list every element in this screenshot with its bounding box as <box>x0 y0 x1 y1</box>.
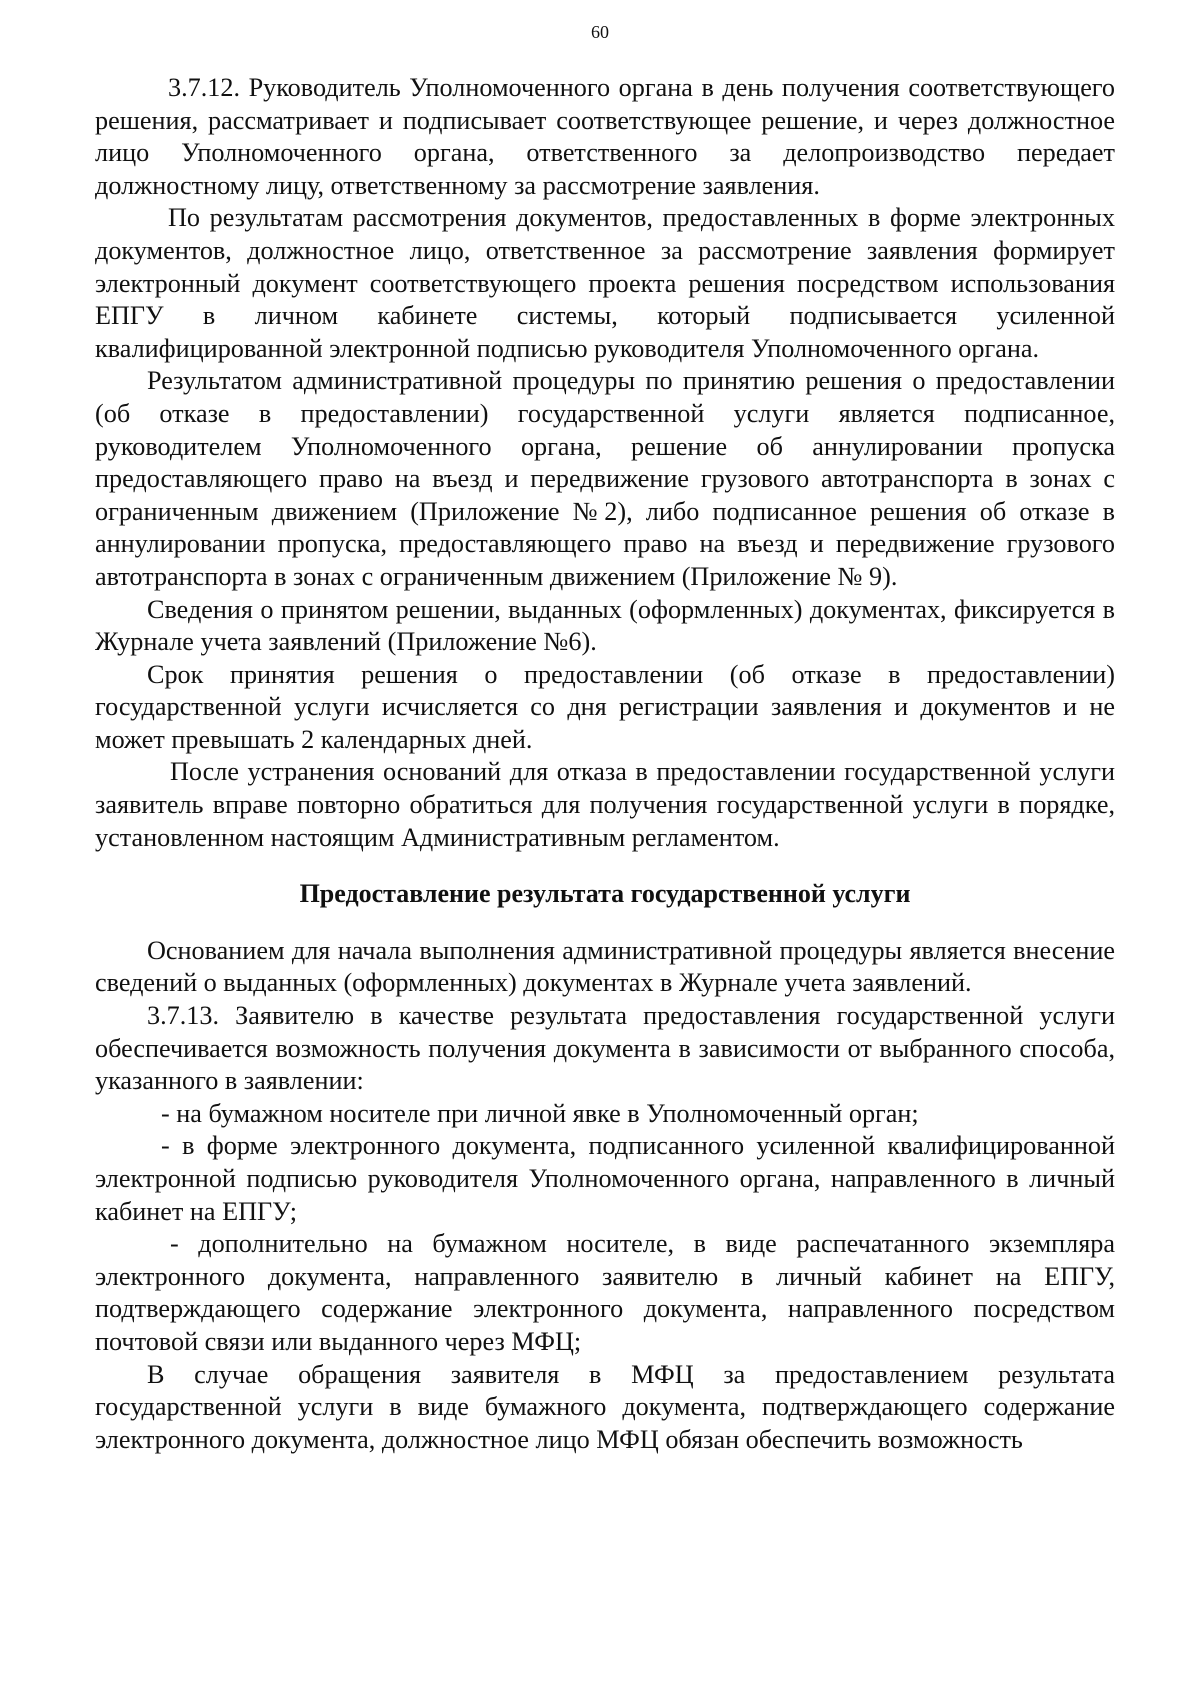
section-heading: Предоставление результата государственной услуги <box>299 879 911 909</box>
list-item-printed-copy: - дополнительно на бумажном носителе, в виде распечатанного экземпляра электронного документа, направленного заявителю в личный кабинет на ЕПГУ, подтверждающего содержание электронного документа, направленного посредством почтовой связи или выданного через МФЦ; <box>95 1229 1115 1356</box>
document-body <box>95 72 1115 1456</box>
paragraph-procedure-basis: Основанием для начала выполнения административной процедуры является внесение сведений о выданных (оформленных) документах в Журнале учета заявлений. <box>95 935 1115 998</box>
paragraph-mfc-request: В случае обращения заявителя в МФЦ за предоставлением результата государственной услуги в виде бумажного документа, подтверждающего содержание электронного документа, должностное лицо МФЦ обязан обеспечить возможность <box>95 1359 1115 1454</box>
paragraph-electronic-review: По результатам рассмотрения документов, предоставленных в форме электронных документов, должностное лицо, ответственное за рассмотрение заявления формирует электронный документ соответствующего проекта решения посредством использования ЕПГУ в личном кабинете системы, который подписывается усиленной квалифицированной электронной подписью руководителя Уполномоченного органа. <box>95 203 1115 363</box>
list-item-electronic: - в форме электронного документа, подписанного усиленной квалифицированной электронной подписью руководителя Уполномоченного органа, направленного в личный кабинет на ЕПГУ; <box>95 1131 1115 1226</box>
paragraph-reapplication: После устранения оснований для отказа в предоставлении государственной услуги заявитель вправе повторно обратиться для получения государственной услуги в порядке, установленном настоящим Административным регламентом. <box>95 757 1115 852</box>
list-item-paper: - на бумажном носителе при личной явке в Уполномоченный орган; <box>161 1098 919 1128</box>
paragraph-3-7-12: 3.7.12. Руководитель Уполномоченного органа в день получения соответствующего решения, рассматривает и подписывает соответствующее решение, и через должностное лицо Уполномоченного органа, ответственного за делопроизводство передает должностному лицу, ответственному за рассмотрение заявления. <box>95 73 1115 200</box>
paragraph-procedure-result: Результатом административной процедуры по принятию решения о предоставлении (об отказе в предоставлении) государственной услуги является подписанное, руководителем Уполномоченного органа, решение об аннулировании пропуска предоставляющего право на въезд и передвижение грузового автотранспорта в зонах с ограниченным движением (Приложение №2), либо подписанное решения об отказе в аннулировании пропуска, предоставляющего право на въезд и передвижение грузового автотранспорта в зонах с ограниченным движением (Приложение № 9). <box>95 366 1115 591</box>
paragraph-3-7-13: 3.7.13. Заявителю в качестве результата предоставления государственной услуги обеспечивается возможность получения документа в зависимости от выбранного способа, указанного в заявлении: <box>95 1001 1115 1096</box>
paragraph-decision-record: Сведения о принятом решении, выданных (оформленных) документах, фиксируется в Журнале учета заявлений (Приложение №6). <box>95 594 1115 657</box>
page-number: 60 <box>591 22 609 42</box>
paragraph-decision-term: Срок принятия решения о предоставлении (об отказе в предоставлении) государственной услуги исчисляется со дня регистрации заявления и документов и не может превышать 2 календарных дней. <box>95 659 1115 754</box>
